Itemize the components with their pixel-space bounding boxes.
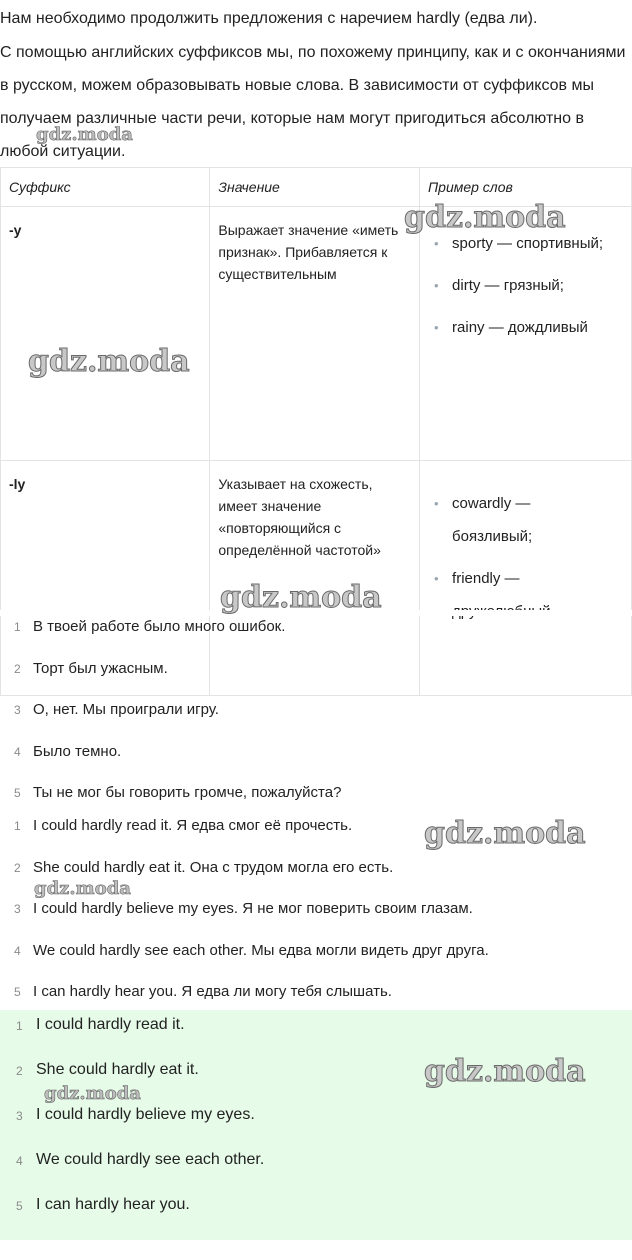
item-text: I could hardly believe my eyes. Я не мог поверить своим глазам.: [33, 900, 473, 917]
item-number: 2: [16, 1064, 23, 1078]
item-text: She could hardly eat it. Она с трудом могла его есть.: [33, 858, 394, 876]
tasks-list: [0, 618, 632, 826]
item-number: 4: [14, 943, 21, 958]
table-row: [1, 207, 632, 461]
item-number: 4: [14, 744, 21, 759]
watermark: gdz.moda: [424, 816, 586, 851]
item-number: 5: [16, 1199, 23, 1213]
item-number: 3: [14, 703, 21, 717]
list-item: [0, 618, 632, 660]
item-text: I can hardly hear you. Я едва ли могу тебя слышать.: [33, 983, 392, 1000]
intro-line: Нам необходимо продолжить предложения с наречием hardly (едва ли).: [0, 10, 538, 27]
item-number: 1: [14, 620, 21, 634]
meaning-cell: Выражает значение «иметь признак». Прибавляется к существительным: [210, 207, 420, 461]
watermark: gdz.moda: [44, 1083, 141, 1104]
example-item: • cowardly — боязливый;: [444, 487, 592, 553]
list-item: [0, 859, 632, 901]
examples-list: [428, 487, 623, 628]
table-cutoff: [0, 610, 632, 616]
item-text: В твоей работе было много ошибок.: [33, 618, 286, 635]
list-item: [0, 817, 632, 859]
header-meaning: Значение: [210, 168, 420, 207]
item-text: Торт был ужасным.: [33, 659, 168, 677]
meaning-cell: Указывает на схожесть, имеет значение «повторяющийся с определённой частотой»: [210, 461, 420, 696]
item-text: Ты не мог бы говорить громче, пожалуйста?: [33, 784, 342, 801]
answers-list: [0, 1016, 632, 1241]
watermark: gdz.moda: [220, 580, 382, 615]
watermark: gdz.moda: [34, 878, 131, 899]
suffix-table: [0, 167, 632, 696]
item-number: 4: [16, 1154, 23, 1168]
item-text: I can hardly hear you.: [36, 1196, 190, 1213]
examples-list: [428, 227, 623, 344]
header-suffix: Суффикс: [1, 168, 210, 207]
example-item: • dirty — грязный;: [444, 269, 623, 302]
table-header-row: [1, 168, 632, 207]
list-item: [0, 1061, 632, 1106]
intro-paragraph: С помощью английских суффиксов мы, по похожему принципу, как и с окончаниями в русском, можем образовывать новые слова. В зависимости от суффиксов мы получаем различные части речи, которые нам могут пригодиться абсолютно в любой ситуации.: [0, 44, 626, 160]
list-item: [0, 743, 632, 785]
item-text: She could hardly eat it.: [36, 1061, 199, 1078]
suffix-cell: -y: [1, 207, 210, 461]
example-item: • friendly —: [444, 562, 592, 628]
item-number: 2: [14, 661, 21, 676]
list-item: [0, 1016, 632, 1061]
item-text: We could hardly see each other.: [36, 1151, 265, 1168]
item-text: О, нет. Мы проиграли игру.: [33, 701, 219, 718]
item-text: I could hardly read it. Я едва смог её прочесть.: [33, 817, 353, 834]
suffix-cell: -ly: [1, 461, 210, 696]
list-item: [0, 1106, 632, 1151]
list-item: [0, 900, 632, 942]
list-item: [0, 660, 632, 702]
example-item: • rainy — дождливый: [444, 311, 623, 344]
answer-block: [0, 1010, 632, 1240]
list-item: [0, 701, 632, 743]
item-number: 1: [14, 819, 21, 833]
list-item: [0, 942, 632, 984]
item-number: 5: [14, 786, 21, 800]
watermark: gdz.moda: [424, 1054, 586, 1089]
item-text: Было темно.: [33, 742, 122, 760]
item-number: 2: [14, 860, 21, 875]
example-item: • sporty — спортивный;: [444, 227, 612, 260]
watermark: gdz.moda: [28, 344, 190, 379]
translations-list: [0, 817, 632, 1025]
watermark: gdz.moda: [404, 200, 566, 235]
item-text: I could hardly believe my eyes.: [36, 1106, 255, 1123]
item-text: We could hardly see each other. Мы едва могли видеть друг друга.: [33, 941, 489, 959]
item-number: 3: [16, 1109, 23, 1123]
item-number: 5: [14, 985, 21, 999]
watermark: gdz.moda: [36, 124, 133, 145]
item-text: I could hardly read it.: [36, 1016, 185, 1033]
header-examples: Пример слов: [420, 168, 632, 207]
item-number: 3: [14, 902, 21, 916]
list-item: [0, 1151, 632, 1196]
item-number: 1: [16, 1019, 23, 1033]
examples-cell: [420, 207, 632, 461]
list-item: [0, 1196, 632, 1241]
